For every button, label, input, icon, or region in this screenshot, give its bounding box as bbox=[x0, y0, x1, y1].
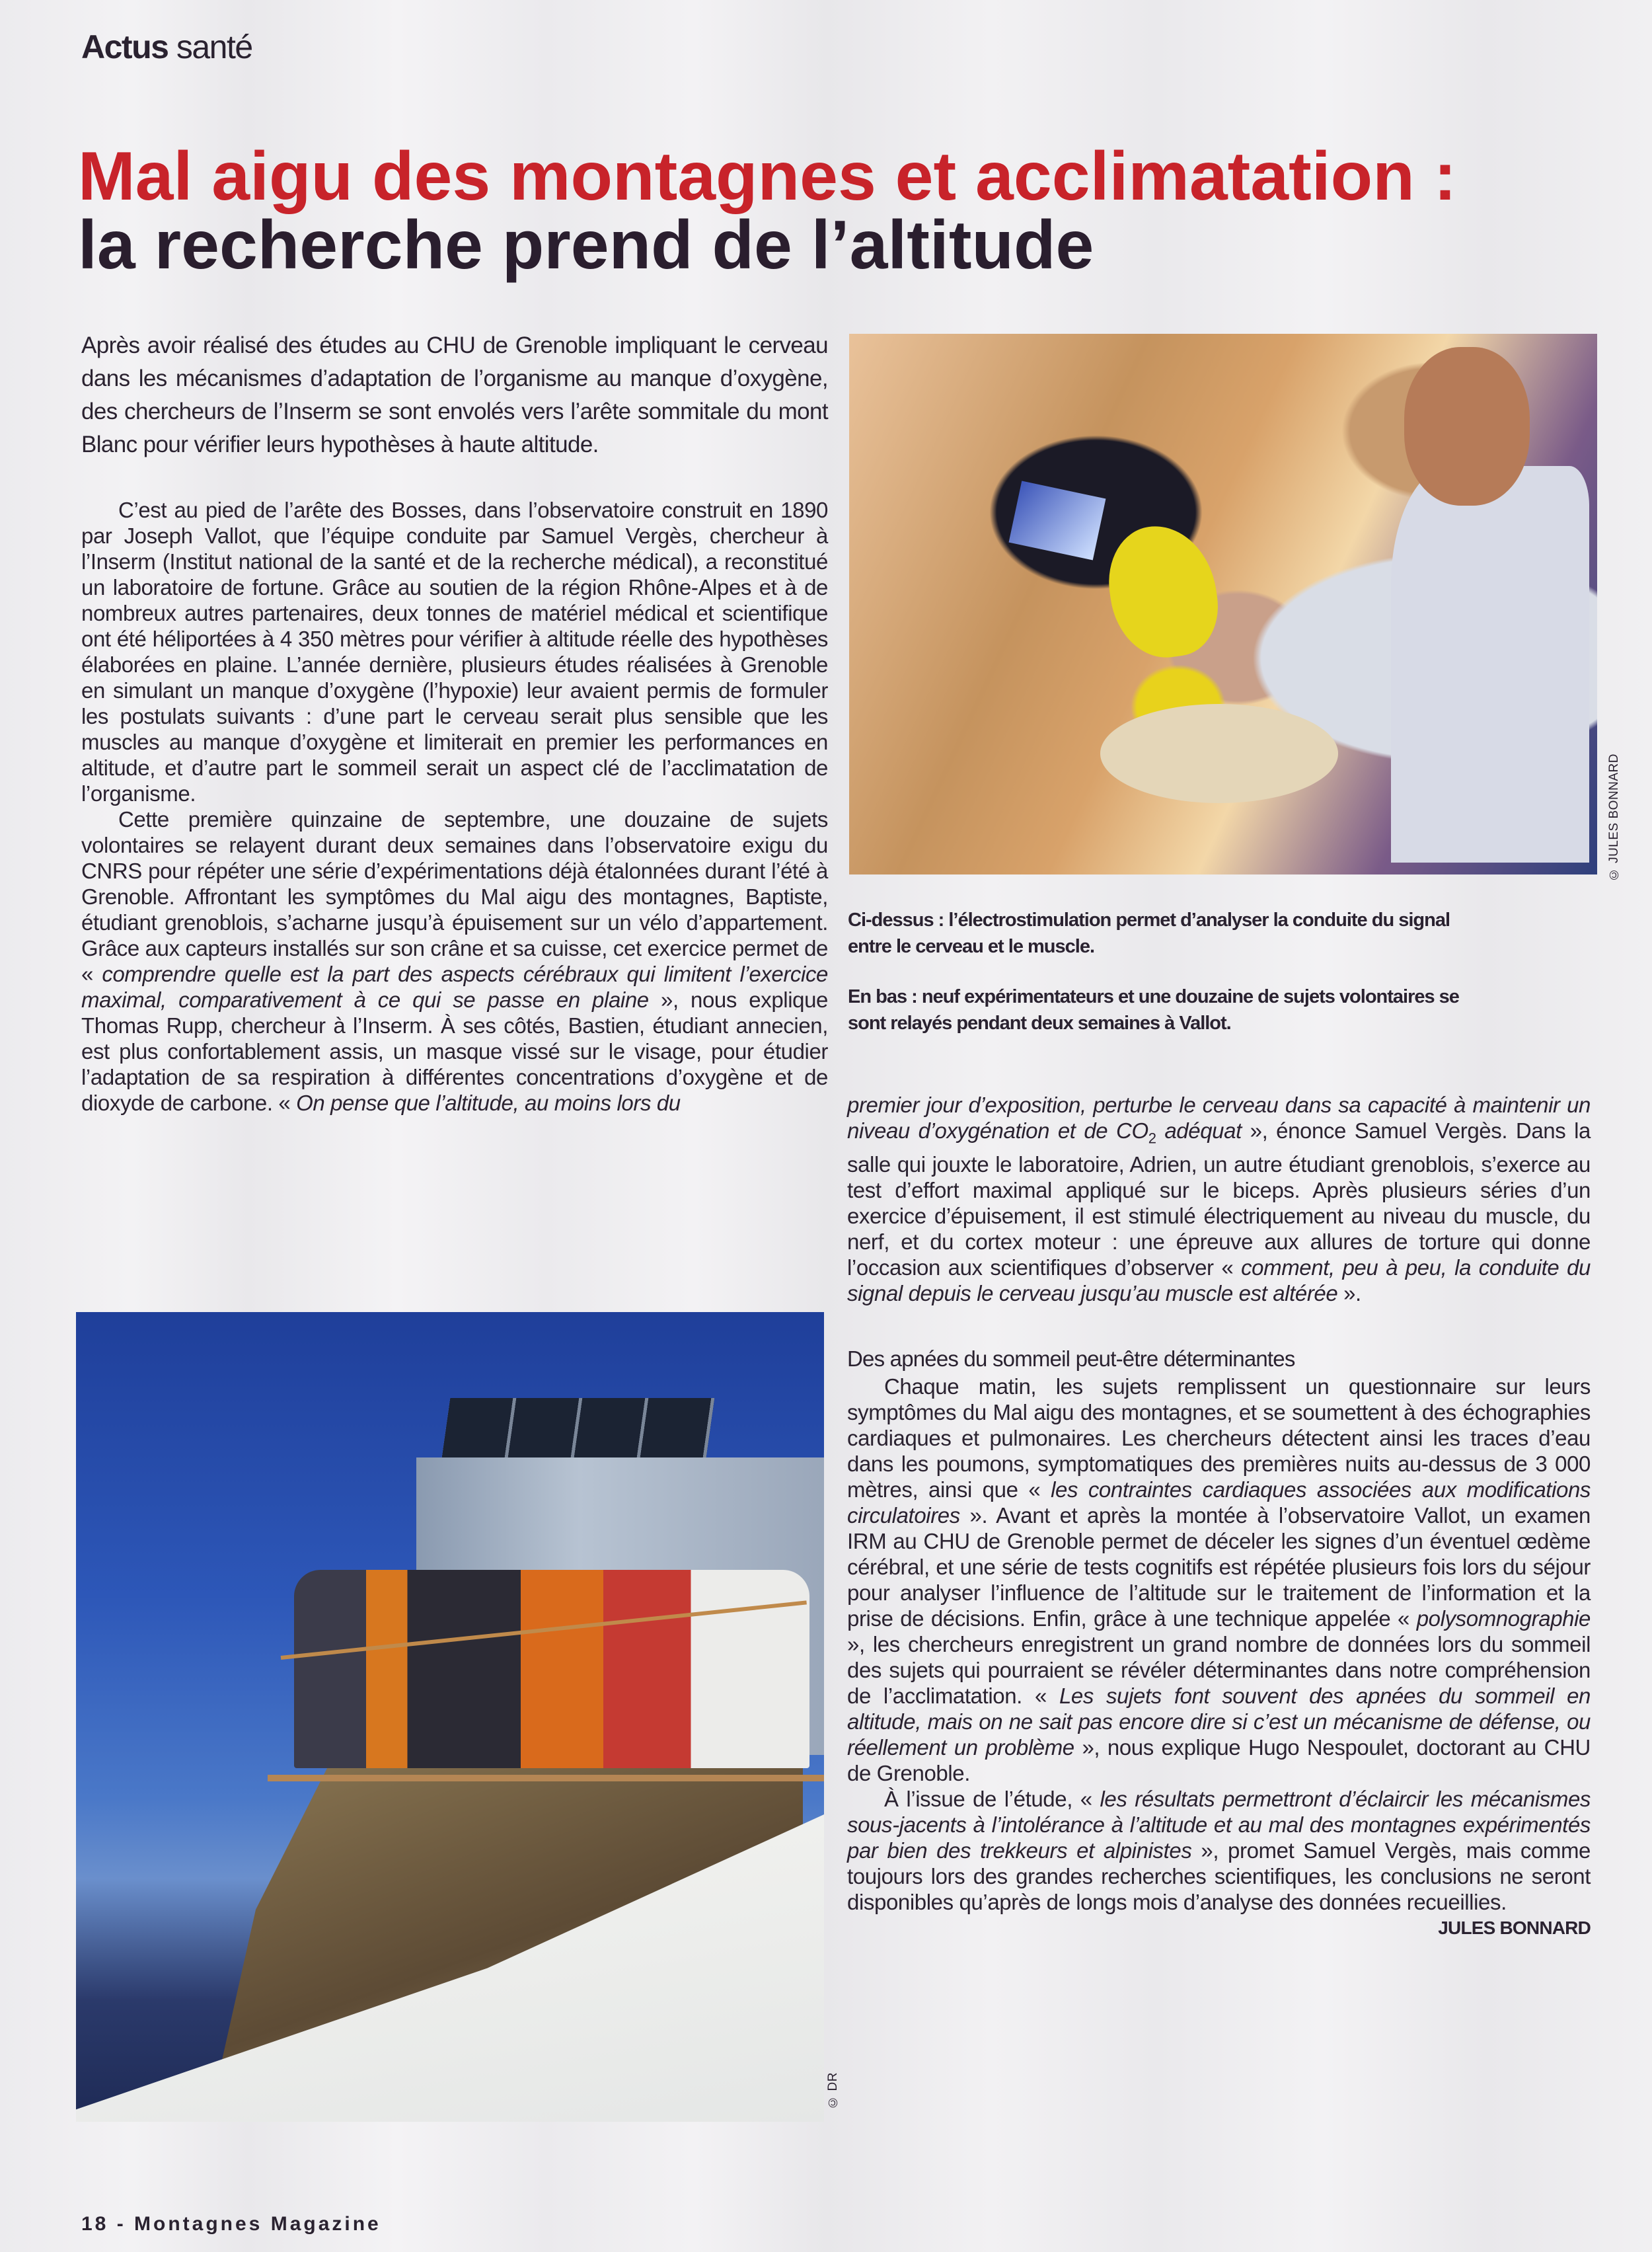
rubric-bold: Actus bbox=[81, 28, 169, 65]
text: Cette première quinzaine de septembre, une douzaine de sujets volontaires se relayent durant deux semaines dans l’observatoire exigu du CNRS pour répéter une série d’expérimentations déjà étalonnées durant l’été à Grenoble. Affrontant les symptômes du Mal aigu des montagnes, Baptiste, étudiant grenoblois, s’acharne jusqu’à épuisement sur un vélo d’appartement. Grâce aux capteurs installés sur son crâne et sa cuisse, cet exercice permet de « bbox=[81, 807, 828, 986]
text: », nous explique Thomas Rupp, chercheur à l’Inserm. À ses côtés, Bastien, étudiant annecien, est plus confortablement assis, un masque vissé sur le visage, pour étudier l’adaptation de sa respiration à différentes concentrations d’oxygène et de dioxyde de carbone. « bbox=[81, 988, 828, 1115]
photo-solar-panels bbox=[442, 1398, 715, 1457]
quote: comment, peu à peu, la conduite du signal depuis le cerveau jusqu’au muscle est altérée bbox=[847, 1255, 1591, 1305]
body-paragraph bbox=[847, 1786, 1591, 1915]
body-paragraph bbox=[847, 1374, 1591, 1786]
photo-captions bbox=[848, 907, 1482, 1036]
section-rubric bbox=[81, 28, 252, 66]
headline-line-2: la recherche prend de l’altitude bbox=[78, 207, 1094, 284]
photo-credit-top: © JULES BONNARD bbox=[1607, 754, 1621, 882]
text: », promet Samuel Vergès, mais comme toujours lors des grandes recherches scientifiques, les conclusions ne seront disponibles qu’après de longs mois d’analyse des données recueillies. bbox=[847, 1838, 1591, 1914]
text: », nous explique Hugo Nespoulet, doctorant au CHU de Grenoble. bbox=[847, 1734, 1591, 1785]
lede-paragraph: Après avoir réalisé des études au CHU de Grenoble impliquant le cerveau dans les mécanismes d’adaptation de l’organisme au manque d’oxygène, des chercheurs de l’Inserm se sont envolés vers l’arête sommitale du mont Blanc pour vérifier leurs hypothèses à haute altitude. bbox=[81, 332, 828, 457]
photo-electrostimulation bbox=[849, 334, 1597, 874]
quote: les contraintes cardiaques associées aux modifications circulatoires bbox=[847, 1477, 1591, 1528]
photo-group bbox=[294, 1570, 809, 1768]
photo-neck-collar bbox=[1100, 704, 1338, 803]
photo-researcher-body bbox=[1391, 466, 1589, 863]
body-paragraph bbox=[847, 1092, 1591, 1306]
quote: Les sujets font souvent des apnées du sommeil en altitude, mais on ne sait pas encore dire si c’est un mécanisme de défense, ou réellement un problème bbox=[847, 1683, 1591, 1760]
page-folio: 18 - Montagnes Magazine bbox=[81, 2213, 381, 2235]
photo-vallot-observatory-team bbox=[76, 1312, 824, 2122]
caption-top: Ci-dessus : l’électrostimulation permet d’analyser la conduite du signal entre le cerveau et le muscle. bbox=[848, 910, 1450, 957]
photo-monitor bbox=[1009, 481, 1106, 561]
headline-line-1: Mal aigu des montagnes et acclimatation : bbox=[78, 138, 1457, 215]
body-paragraph bbox=[81, 806, 828, 1116]
text: ». Avant et après la montée à l’observatoire Vallot, un examen IRM au CHU de Grenoble permet de déceler les signes d’un éventuel œdème cérébral, et une série de tests cognitifs est répétée plusieurs fois lors du séjour pour analyser l’influence de l’altitude sur le traitement de l’information et la prise de décisions. Enfin, grâce à une technique appelée « bbox=[847, 1502, 1591, 1631]
text: », énonce Samuel Vergès. Dans la salle qui jouxte le laboratoire, Adrien, un autre étudiant grenoblois, s’exerce au test d’effort maximal appliqué sur le biceps. Après plusieurs séries d’un exercice d’épuisement, il est stimulé électriquement au niveau du muscle, du nerf, et du cortex moteur : une épreuve aux allures de torture qui donne l’occasion aux scientifiques d’observer « bbox=[847, 1118, 1591, 1280]
photo-researcher-head bbox=[1404, 347, 1530, 506]
body-paragraph: C’est au pied de l’arête des Bosses, dans l’observatoire construit en 1890 par Joseph Vallot, que l’équipe conduite par Samuel Vergès, chercheur à l’Inserm (Institut national de la santé et de la recherche médical), a reconstitué un laboratoire de fortune. Grâce au soutien de la région Rhône-Alpes et à de nombreux autres partenaires, deux tonnes de matériel médical et scientifique ont été héliportées à 4 350 mètres pour vérifier à altitude réelle des hypothèses élaborées en plaine. L’année dernière, plusieurs études réalisées à Grenoble en simulant un manque d’oxygène (l’hypoxie) leur avaient permis de formuler les postulats suivants : d’une part le cerveau serait plus sensible que les muscles au manque d’oxygène et limiterait en premier les performances en altitude, et d’autre part le sommeil serait un aspect clé de l’acclimatation de l’organisme. bbox=[81, 498, 828, 806]
body-column-right bbox=[847, 1092, 1591, 1941]
text: Chaque matin, les sujets remplissent un questionnaire sur leurs symptômes du Mal aigu des montagnes, et se soumettent à des échographies cardiaques et pulmonaires. Les chercheurs détectent ainsi les traces d’eau dans les poumons, symptomatiques des premières nuits au-dessus de 3 000 mètres, ainsi que « bbox=[847, 1374, 1591, 1502]
rubric-light: santé bbox=[176, 28, 252, 65]
text: », les chercheurs enregistrent un grand nombre de données lors du sommeil des sujets qui pourraient se révéler déterminantes dans notre compréhension de l’acclimatation. « bbox=[847, 1631, 1591, 1708]
author-signature: JULES BONNARD bbox=[1438, 1917, 1591, 1938]
subscript: 2 bbox=[1148, 1130, 1156, 1147]
quote: adéquat bbox=[1156, 1118, 1242, 1143]
body-column-left bbox=[81, 497, 828, 1116]
photo-deck bbox=[268, 1775, 824, 1781]
text: À l’issue de l’étude, « bbox=[884, 1786, 1100, 1811]
subheading: Des apnées du sommeil peut-être déterminantes bbox=[847, 1346, 1295, 1371]
photo-credit-bottom: © DR bbox=[826, 2072, 840, 2109]
quote: les résultats permettront d’éclaircir les mécanismes sous-jacents à l’intolérance à l’altitude et au mal des montagnes expérimentés par bien des trekkeurs et alpinistes bbox=[847, 1786, 1591, 1863]
photo-yellow-mask bbox=[1102, 519, 1224, 664]
quote: On pense que l’altitude, au moins lors du bbox=[296, 1091, 681, 1115]
quote: comprendre quelle est la part des aspects cérébraux qui limitent l’exercice maximal, comparativement à ce qui se passe en plaine bbox=[81, 962, 828, 1012]
headline bbox=[78, 138, 1571, 284]
caption-bottom: En bas : neuf expérimentateurs et une douzaine de sujets volontaires se sont relayés pendant deux semaines à Vallot. bbox=[848, 986, 1459, 1034]
quote: polysomnographie bbox=[1416, 1606, 1591, 1631]
quote: premier jour d’exposition, perturbe le cerveau dans sa capacité à maintenir un niveau d’oxygénation et de CO bbox=[847, 1093, 1591, 1143]
text: ». bbox=[1337, 1280, 1361, 1305]
